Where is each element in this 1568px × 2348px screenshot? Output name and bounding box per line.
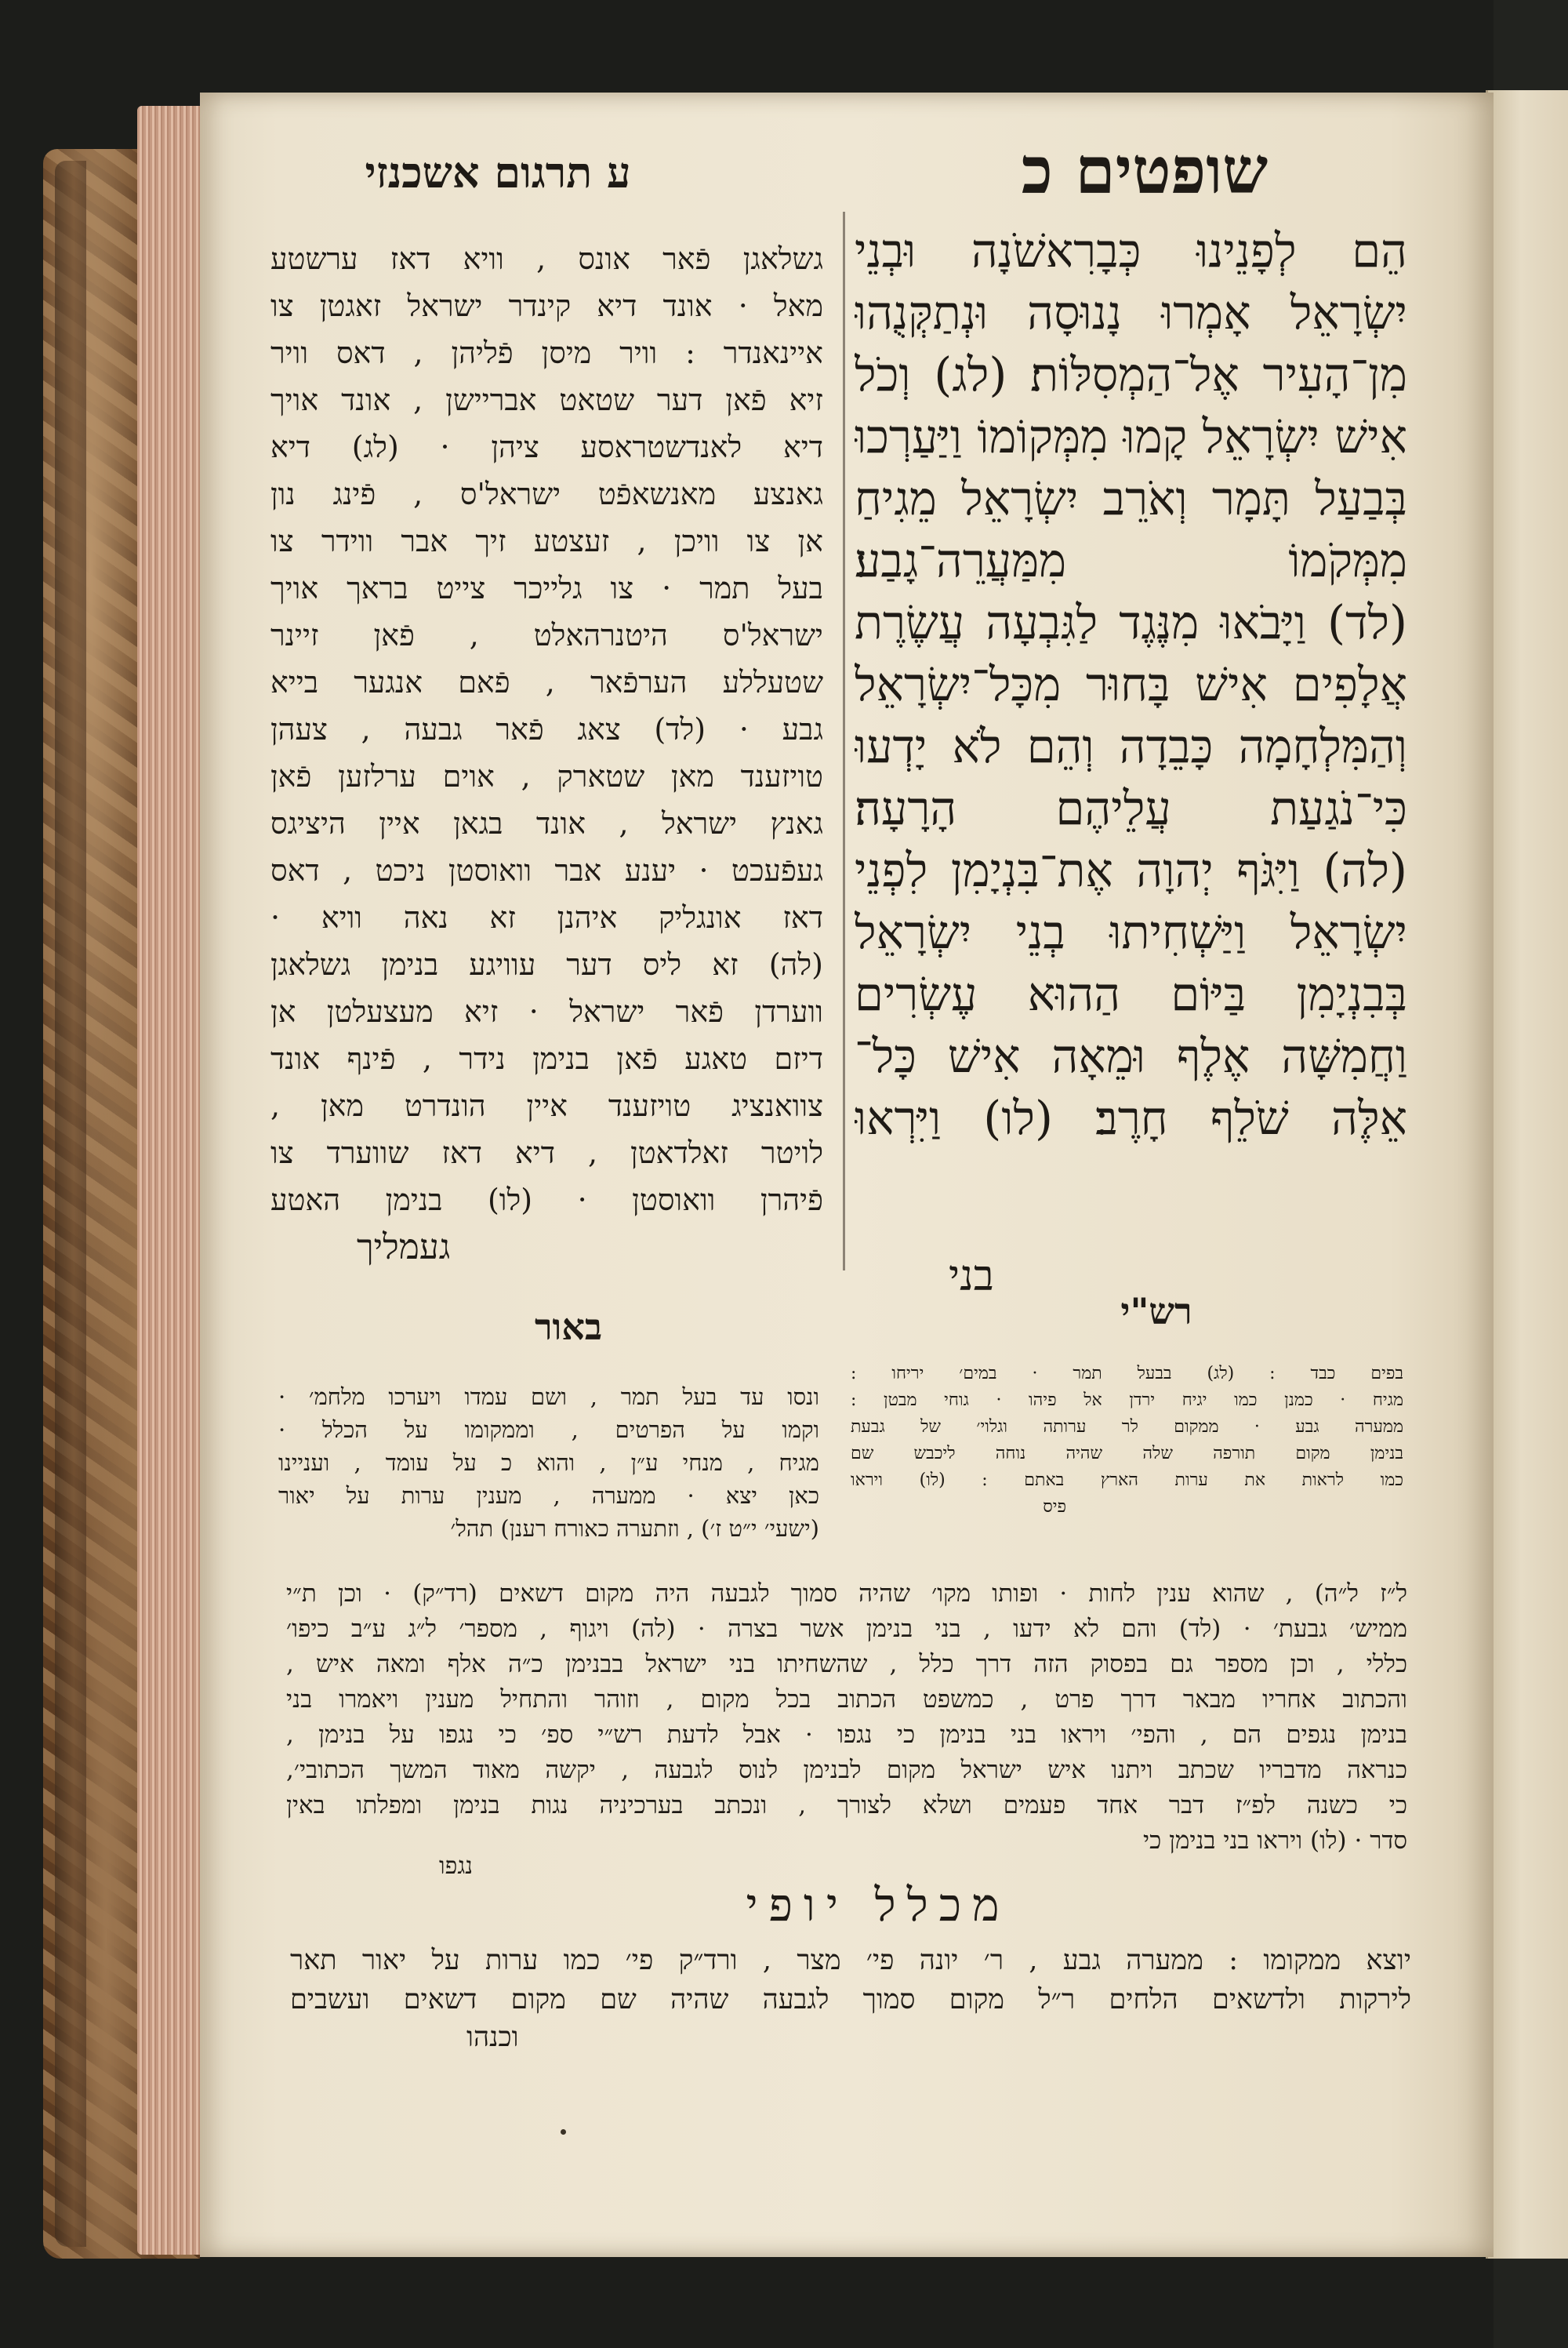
verse-line: וְהַמִּלְחָמָה כָּבֵדָה וְהֵם לֹא יָדְעוּ — [855, 719, 1407, 773]
note-line: וקמו על הפרטים , וממקומו על הכלל · — [278, 1416, 819, 1443]
text-line: מאל · אונד דיא קינדר ישראל זאגטן צו — [270, 289, 823, 323]
rashi-commentary — [851, 1361, 1403, 1521]
note-line: מגיח · כמנן כמו יגיח ירדן אל פיהו · גוחי מבטן : — [851, 1390, 1403, 1410]
note-line: ממערה גבע · ממקום לר ערותה וגלוי׳ של גבעת — [851, 1417, 1403, 1437]
text-line: ישראל'ס היטנרהאלט , פֿאן זיינר — [270, 618, 823, 652]
verse-line: (לה) וַיִּגֹּף יְהוָה אֶת־בִּנְיָמִן לִפְנֵי — [855, 843, 1407, 897]
verse-line: אֲלָפִים אִישׁ בָּחוּר מִכָּל־יִשְׂרָאֵל — [855, 657, 1407, 711]
running-head-translation: ע תרגום אשכנזי — [365, 147, 631, 198]
text-line: גשלאגן פֿאר אונס , וויא דאז ערשטע — [270, 242, 823, 276]
column-divider — [843, 212, 845, 1270]
text-line: (לה) זא ליס דער עוויגע בנימן גשלאגן — [270, 947, 823, 982]
note-line: מגיח , מנחי ע״ן , והוא כ על עומד , ועניינו — [278, 1449, 819, 1476]
verse-line: אֵלֶּה שֹׁלֵף חָרֶב׃ (לו) וַיִּרְאוּ — [855, 1091, 1407, 1145]
text-line: דיא לאנדשטראסע ציהן · (לג) דיא — [270, 430, 823, 464]
text-line: שטעללע הערפֿאר , פֿאם אנגער בייא — [270, 665, 823, 700]
text-line: טויזענד מאן שטארק , אוים ערלזען פֿאן — [270, 759, 823, 794]
verse-line: (לד) וַיָּבֹאוּ מִנֶּגֶד לַגִּבְעָה עֲשֶׂרֶת — [855, 595, 1407, 649]
note-line: כמו לראות את ערות הארץ באתם : (לו) ויראו — [851, 1470, 1403, 1490]
text-line: איינאנדר : וויר מיסן פֿליהן , דאס וויר — [270, 336, 823, 370]
running-head-book: שופטים כ — [1021, 133, 1269, 209]
note-line: בפים כבד : (לג) בבעל תמר · במים׳ יריחו : — [851, 1364, 1403, 1383]
yiddish-translation-column — [270, 235, 823, 1223]
verse-line: יִשְׂרָאֵל אָמְרוּ נָנוּסָה וּנְתַקְּנֻהוּ — [855, 285, 1407, 340]
text-line: זיא פֿאן דער שטאט אבריישן , אונד אויך — [270, 383, 823, 417]
commentary-line: בנימן נגפים הם , והפי׳ ויראו בני בנימן כי נגפו · אבל לדעת רש״י ספ׳ כי נגפו על בנימן , — [286, 1721, 1407, 1749]
rashi-heading: רש"י — [1120, 1290, 1192, 1332]
michlol-line: לירקות ולדשאים הלחים ר״ל מקום סמוך לגבעה שהיה שם מקום דשאים ועשבים — [290, 1984, 1411, 2015]
verse-line: הֵם לְפָנֵינוּ כְּבָרִאשֹׁנָה וּבְנֵי — [855, 224, 1407, 278]
verse-line: אִישׁ יִשְׂרָאֵל קָמוּ מִמְּקוֹמוֹ וַיַּעַרְכוּ — [855, 409, 1407, 463]
commentary-line: והכתוב אחריו מבאר דרך פרט , כמשפט הכתוב בכל מקום , וזוהר והתחיל מענין ויאמרו בני — [286, 1685, 1407, 1714]
yiddish-catchword: געמליך — [357, 1227, 451, 1267]
text-line: לויטר זאלדאטן , דיא דאז שווערד צו — [270, 1136, 823, 1170]
commentary-line: סדר · (לו) ויראו בני בנימן כי — [1142, 1826, 1407, 1855]
michlol-yofi-heading: מכלל יופי — [746, 1878, 1011, 1932]
verse-line: בְּבַעַל תָּמָר וְאֹרֵב יִשְׂרָאֵל מֵגִיחַ — [855, 471, 1407, 525]
verse-line: וַחֲמִשָּׁה אֶלֶף וּמֵאָה אִישׁ כָּל־ — [855, 1029, 1407, 1083]
hebrew-text-column — [855, 220, 1407, 1149]
note-line: (ישעי׳ י״ט ז׳) , וזתערה כאורח רענן) תהל׳ — [450, 1515, 819, 1542]
text-line: בעל תמר · צו גלייכר צייט בראך אויך — [270, 571, 823, 605]
text-line: צוואנציג טויזענד איין הונדרט מאן , — [270, 1089, 823, 1123]
michlol-catchword: וכנהו — [466, 2022, 519, 2053]
text-line: ווערדן פֿאר ישראל · זיא מעצעלטן אן — [270, 994, 823, 1029]
michlol-yofi-text — [290, 1941, 1411, 2019]
michlol-line: יוצא ממקומו : ממערה גבע , ר׳ יונה פי׳ מצר , ורד״ק פי׳ כמו ערות על יאור תאר — [290, 1945, 1411, 1976]
text-line: דיזם טאגע פֿאן בנימן נידר , פֿינף אונד — [270, 1041, 823, 1076]
beur-continuation — [286, 1576, 1407, 1859]
note-line: פיס — [1043, 1497, 1066, 1517]
text-line: געפֿעכט · יענע אבר וואוסטן ניכט , דאס — [270, 853, 823, 888]
text-line: אן צו וויכן , זעצטע זיך אבר ווידר צו — [270, 524, 823, 558]
verse-line: בְּבִנְיָמִן בַּיּוֹם הַהוּא עֶשְׂרִים — [855, 967, 1407, 1021]
verse-line: כִּי־נֹגַעַת עֲלֵיהֶם הָרָעָה׃ — [855, 781, 1407, 835]
beur-heading: באור — [534, 1306, 603, 1348]
beur-commentary — [278, 1380, 819, 1545]
verse-line: מִמְּקֹמוֹ מִמַּעֲרֵה־גָבַע׃ — [855, 533, 1407, 587]
commentary-line: ל״ז ל״ה) , שהוא ענין לחות · ופותו מקו׳ שהיה סמוך לגבעה היה מקום דשאים (רד״ק) · וכן ת״י — [286, 1579, 1407, 1608]
book-cover-edge — [55, 161, 86, 2247]
text-line: גאנץ ישראל , אונד בגאן איין היציגס — [270, 806, 823, 841]
ink-speck — [561, 2129, 566, 2135]
commentary-catchword: נגפו — [439, 1852, 474, 1880]
verse-line: יִשְׂרָאֵל וַיַּשְׁחִיתוּ בְנֵי יִשְׂרָאֵל — [855, 905, 1407, 959]
text-line: פֿיהרן וואוסטן · (לו) בנימן האטע — [270, 1183, 823, 1217]
hebrew-catchword: בני — [949, 1251, 994, 1300]
note-line: כאן יצא · ממערה , מענין ערות על יאור — [278, 1482, 819, 1509]
commentary-line: כי כשנה לפ״ז דבר אחד פעמים ושלא לצורך , ונכתב בערכיניה נגות בנימן ומפלתו באין — [286, 1791, 1407, 1819]
note-line: בנימן מקום תורפה שלה שהיה נוחה ליכבש שם — [851, 1444, 1403, 1463]
commentary-line: כנראה מדבריו שכתב ויתנו איש ישראל מקום לבנימן לנוס לגבעה , יקשה מאוד המשך הכתובי׳, — [286, 1756, 1407, 1784]
note-line: ונסו עד בעל תמר , ושם עמדו ויערכו מלחמ׳ · — [278, 1383, 819, 1410]
facing-page-edge — [1486, 90, 1568, 2259]
text-line: גאנצע מאנשאפֿט ישראל'ס , פֿינג נון — [270, 477, 823, 511]
commentary-line: ממיש׳ גבעת׳ · (לד) והם לא ידעו , בני בנימן אשר בצרה · (לה) ויגוף , מספר׳ ל״ג ע״ב כיפו׳ — [286, 1615, 1407, 1643]
text-line: גבע · (לד) צאג פֿאר גבעה , צעהן — [270, 712, 823, 747]
commentary-line: כללי , וכן מספר גם בפסוק הזה דרך כלל , שהשחיתו בני ישראל בבנימן כ״ה אלף ומאה איש , — [286, 1650, 1407, 1678]
text-line: דאז אונגליק איהנן זא נאה וויא · — [270, 900, 823, 935]
verse-line: מִן־הָעִיר אֶל־הַמְסִלּוֹת׃ (לג) וְכֹל — [855, 347, 1407, 402]
